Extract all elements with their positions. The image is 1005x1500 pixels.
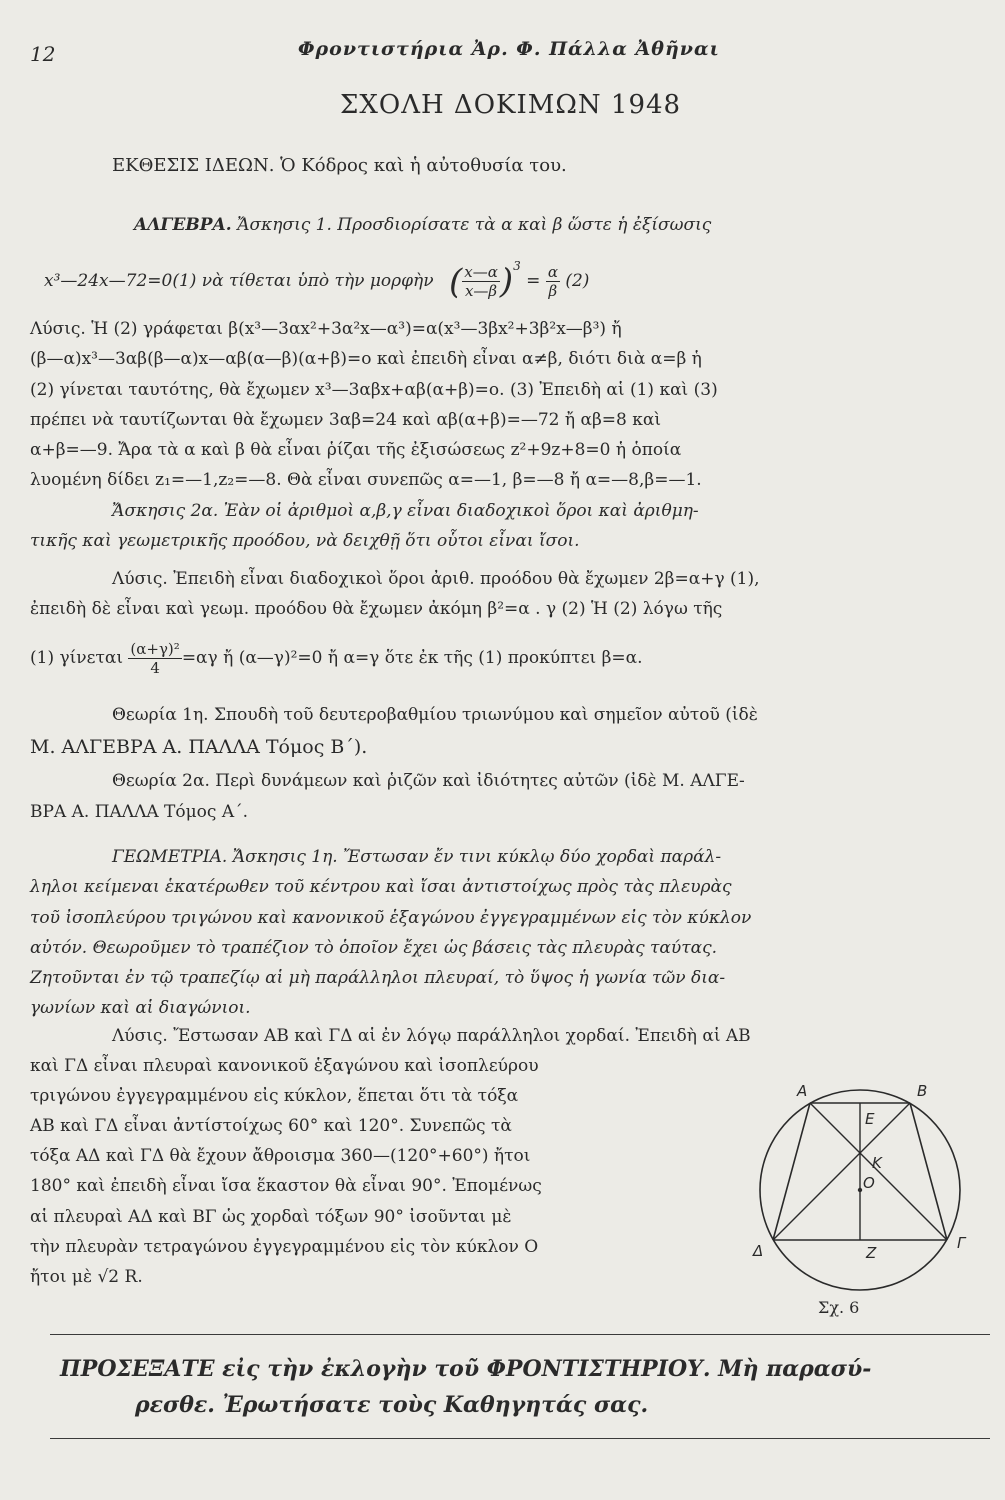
geo-sol-line-2: καὶ ΓΔ εἶναι πλευραὶ κανονικοῦ ἑξαγώνου καὶ ἰσοπλεύρου: [30, 1056, 539, 1076]
geo-sol-line-3: τριγώνου ἐγγεγραμμένου εἰς κύκλον, ἕπεται ὅτι τὰ τόξα: [30, 1086, 519, 1106]
sol1-line-1: Λύσις. Ἡ (2) γράφεται β(x³—3αx²+3α²x—α³)=α(x³—3βx²+3β²x—β³) ἤ: [30, 319, 622, 339]
geo-sol-line-4: ΑΒ καὶ ΓΔ εἶναι ἀντίστοίχως 60° καὶ 120°. Συνεπῶς τὰ: [30, 1116, 512, 1136]
algebra-ex1-intro-text: Ἄσκησις 1. Προσδιορίσατε τὰ α καὶ β ὥστε ἡ ἐξίσωσις: [237, 215, 712, 235]
label-g: Γ: [957, 1234, 966, 1252]
side-ad: [773, 1103, 810, 1240]
geo-ex-line-1: ΓΕΩΜΕΤΡΙΑ. Ἄσκησις 1η. Ἔστωσαν ἔν τινι κύκλῳ δύο χορδαὶ παράλ-: [112, 847, 722, 867]
label-d: Δ: [753, 1242, 764, 1260]
geo-ex-line-6: γωνίων καὶ αἱ διαγώνιοι.: [30, 998, 251, 1018]
sol1-line-3: (2) γίνεται ταυτότης, θὰ ἔχωμεν x³—3αβx+αβ(α+β)=ο. (3) Ἐπειδὴ αἱ (1) καὶ (3): [30, 380, 718, 400]
diagonal-bd: [773, 1103, 910, 1240]
theory-line-2: Μ. ΑΛΓΕΒΡΑ Α. ΠΑΛΛΑ Τόμος Β΄).: [30, 736, 368, 758]
page-title: ΣΧΟΛΗ ΔΟΚΙΜΩΝ 1948: [340, 90, 682, 120]
page-number: 12: [30, 42, 56, 66]
figure-caption: Σχ. 6: [818, 1298, 860, 1317]
algebra-ex1-equation-line: x³—24x—72=0(1) νὰ τίθεται ὑπὸ τὴν μορφὴν ( $\frac{x—\alpha}{x—\beta}$ )$^3$ = $\frac{\alpha}{\beta}$ (2): [44, 259, 590, 302]
label-k: Κ: [872, 1154, 882, 1172]
essay-topic: Ὁ Κόδρος καὶ ἡ αὐτοθυσία του.: [280, 155, 567, 176]
sol1-line-5: α+β=—9. Ἄρα τὰ α καὶ β θὰ εἶναι ῥίζαι τῆς ἐξισώσεως z²+9z+8=0 ἡ ὁποία: [30, 440, 682, 460]
footer-rule-bottom: [50, 1438, 990, 1439]
theory-line-4: ΒΡΑ Α. ΠΑΛΛΑ Τόμος Α΄.: [30, 802, 248, 822]
side-bg: [910, 1103, 947, 1240]
footer-line-1: ΠΡΟΣΕΞΑΤΕ εἰς τὴν ἐκλογὴν τοῦ ΦΡΟΝΤΙΣΤΗΡΙΟΥ. Μὴ παρασύ-: [60, 1356, 872, 1382]
footer-rule-top: [50, 1334, 990, 1335]
label-a: Α: [797, 1082, 808, 1100]
sol2-line-1: Λύσις. Ἐπειδὴ εἶναι διαδοχικοὶ ὅροι ἀριθ. προόδου θὰ ἔχωμεν 2β=α+γ (1),: [112, 569, 760, 589]
sol1-line-2: (β—α)x³—3αβ(β—α)x—αβ(α—β)(α+β)=ο καὶ ἐπειδὴ εἶναι α≠β, διότι διὰ α=β ἡ: [30, 349, 702, 369]
form-exponent: 3: [513, 259, 521, 273]
footer-line-2: ρεσθε. Ἐρωτήσατε τοὺς Καθηγητάς σας.: [135, 1392, 649, 1418]
theory-line-3: Θεωρία 2α. Περὶ δυνάμεων καὶ ῥιζῶν καὶ ἰδιότητες αὐτῶν (ἰδὲ Μ. ΑΛΓΕ-: [112, 771, 745, 791]
theory-line-1: Θεωρία 1η. Σπουδὴ τοῦ δευτεροβαθμίου τριωνύμου καὶ σημεῖον αὐτοῦ (ἰδὲ: [112, 705, 758, 725]
geo-sol-line-6: 180° καὶ ἐπειδὴ εἶναι ἴσα ἕκαστον θὰ εἶναι 90°. Ἐπομένως: [30, 1176, 542, 1196]
label-z: Ζ: [866, 1244, 877, 1262]
ex2-line-2: τικῆς καὶ γεωμετρικῆς προόδου, νὰ δειχθῇ ὅτι οὗτοι εἶναι ἴσοι.: [30, 531, 580, 551]
geo-ex-line-2: ληλοι κείμεναι ἑκατέρωθεν τοῦ κέντρου καὶ ἴσαι ἀντιστοίχως πρὸς τὰς πλευρὰς: [30, 877, 732, 897]
label-b: Β: [917, 1082, 928, 1100]
geo-sol-line-7: αἱ πλευραὶ ΑΔ καὶ ΒΓ ὡς χορδαὶ τόξων 90° ἰσοῦνται μὲ: [30, 1207, 512, 1227]
form-fraction: $\frac{x—\alpha}{x—\beta}$: [464, 263, 498, 300]
label-o: Ο: [863, 1174, 875, 1192]
sol1-line-6: λυομένη δίδει z₁=—1,z₂=—8. Θὰ εἶναι συνεπῶς α=—1, β=—8 ἤ α=—8,β=—1.: [30, 470, 702, 490]
form-tag: (2): [565, 271, 590, 291]
geo-ex-line-3: τοῦ ἰσοπλεύρου τριγώνου καὶ κανονικοῦ ἑξαγώνου ἐγγεγραμμένων εἰς τὸν κύκλον: [30, 908, 752, 928]
geo-sol-line-1: Λύσις. Ἔστωσαν ΑΒ καὶ ΓΔ αἱ ἐν λόγῳ παράλληλοι χορδαί. Ἐπειδὴ αἱ ΑΒ: [112, 1026, 751, 1046]
sol1-line-4: πρέπει νὰ ταυτίζωνται θὰ ἔχωμεν 3αβ=24 καὶ αβ(α+β)=—72 ἤ αβ=8 καὶ: [30, 410, 662, 430]
geo-ex-line-5: Ζητοῦνται ἐν τῷ τραπεζίῳ αἱ μὴ παράλληλοι πλευραί, τὸ ὕψος ἡ γωνία τῶν δια-: [30, 968, 726, 988]
essay-label: ΕΚΘΕΣΙΣ ΙΔΕΩΝ.: [112, 155, 275, 176]
geometry-figure: [735, 1060, 985, 1310]
algebra-ex1-equation: x³—24x—72=0(1) νὰ τίθεται ὑπὸ τὴν μορφὴν: [44, 271, 434, 291]
sol2-line-2: ἐπειδὴ δὲ εἶναι καὶ γεωμ. προόδου θὰ ἔχωμεν ἀκόμη β²=α . γ (2) Ἡ (2) λόγω τῆς: [30, 599, 723, 619]
running-header: Φροντιστήρια Ἀρ. Φ. Πάλλα Ἀθῆναι: [298, 38, 720, 60]
geo-sol-line-9: ἤτοι μὲ √2 R.: [30, 1267, 143, 1287]
sol2-line-3: (1) γίνεται $\frac{\text{(α+γ)²}}{4}$ =αγ ἤ (α—γ)²=0 ἤ α=γ ὅτε ἐκ τῆς (1) προκύπτει β=α.: [30, 640, 643, 677]
essay-line: [112, 155, 567, 177]
label-e: Ε: [865, 1110, 875, 1128]
center-point: [858, 1188, 862, 1192]
geo-ex-line-4: αὐτόν. Θεωροῦμεν τὸ τραπέζιον τὸ ὁποῖον ἔχει ὡς βάσεις τὰς πλευρὰς ταύτας.: [30, 938, 718, 958]
geo-sol-line-5: τόξα ΑΔ καὶ ΓΔ θὰ ἔχουν ἄθροισμα 360—(120°+60°) ἤτοι: [30, 1146, 531, 1166]
sol2-fraction: $\frac{\text{(α+γ)²}}{4}$: [130, 640, 180, 677]
algebra-heading: ΑΛΓΕΒΡΑ.: [134, 215, 232, 235]
ex2-line-1: Ἄσκησις 2α. Ἐὰν οἱ ἀριθμοὶ α,β,γ εἶναι διαδοχικοὶ ὅροι καὶ ἀριθμη-: [112, 501, 699, 521]
form-rhs-fraction: $\frac{\alpha}{\beta}$: [547, 263, 558, 300]
algebra-ex1-intro: [134, 214, 711, 236]
geo-sol-line-8: τὴν πλευρὰν τετραγώνου ἐγγεγραμμένου εἰς τὸν κύκλον Ο: [30, 1237, 539, 1257]
